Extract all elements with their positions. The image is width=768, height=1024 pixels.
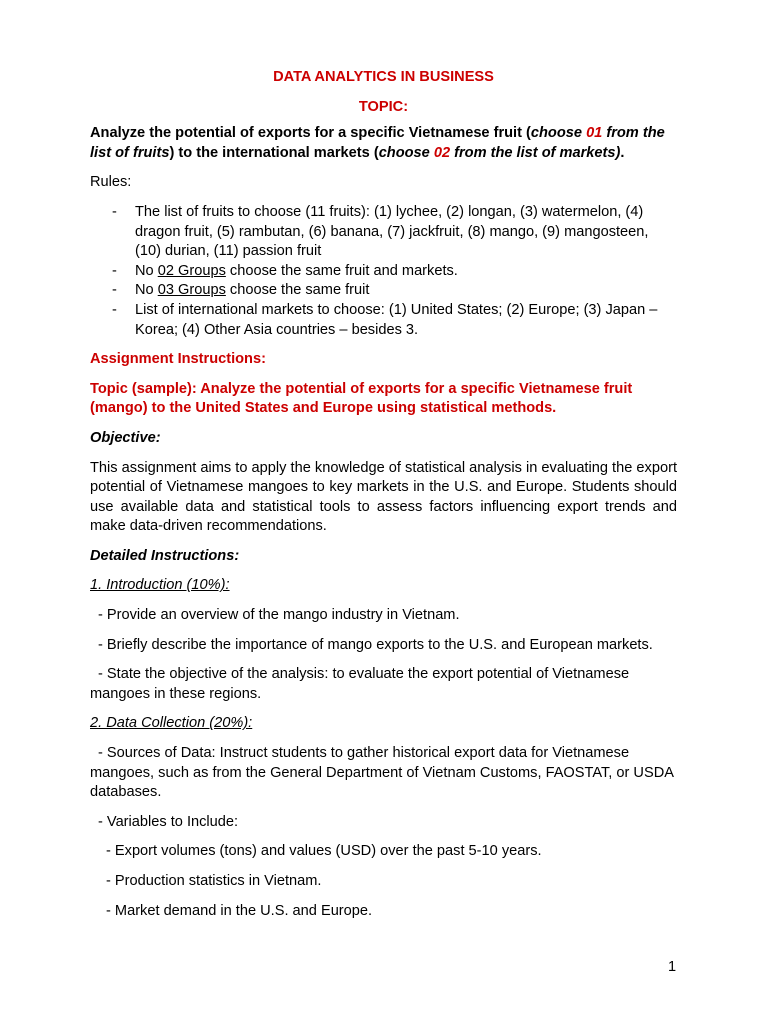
objective-heading: Objective: (90, 429, 161, 446)
list-dash: - (112, 282, 117, 299)
topic-choose-1: choose (530, 125, 587, 142)
rule-text-pre: No (135, 262, 158, 279)
intro-point-text: - State the objective of the analysis: to evaluate the export potential of Vietnamese mangoes in these regions. (90, 666, 630, 702)
topic-number-1: 01 (586, 125, 603, 142)
page-number: 1 (668, 959, 677, 975)
list-dash: - (112, 203, 117, 220)
intro-point: - Briefly describe the importance of mango exports to the U.S. and European markets. (98, 636, 653, 653)
intro-point (90, 665, 677, 704)
sample-topic: Topic (sample): Analyze the potential of exports for a specific Vietnamese fruit (mango) to the United States and Europe using statistical methods. (90, 380, 633, 417)
rule-text-pre: No (135, 282, 158, 299)
document-body (90, 68, 677, 931)
variable-item: - Export volumes (tons) and values (USD) over the past 5-10 years. (106, 843, 542, 860)
list-dash: - (112, 262, 117, 279)
rule-item (90, 281, 677, 301)
rule-underline: 03 Groups (157, 282, 226, 299)
variable-item: - Market demand in the U.S. and Europe. (106, 902, 373, 919)
data-collection-heading: 2. Data Collection (20%): (90, 715, 253, 732)
rule-underline: 02 Groups (157, 262, 226, 279)
rule-text-post: choose the same fruit (225, 282, 370, 299)
data-point (90, 744, 677, 803)
detailed-heading: Detailed Instructions: (90, 547, 240, 564)
topic-text-2: ) to the international markets ( (169, 144, 379, 161)
document-title: DATA ANALYTICS IN BUSINESS (273, 69, 494, 85)
data-point: - Variables to Include: (98, 813, 239, 830)
rule-item (90, 203, 677, 262)
rule-item (90, 262, 677, 282)
rules-label: Rules: (90, 174, 132, 191)
data-point-text: - Sources of Data: Instruct students to gather historical export data for Vietnamese mangoes, such as from the General Department of Vietnam Customs, FAOSTAT, or USDA databases. (90, 745, 674, 801)
topic-end: . (620, 144, 625, 161)
topic-choose-2: choose (378, 144, 434, 161)
intro-heading: 1. Introduction (10%): (90, 577, 230, 594)
rule-text: The list of fruits to choose (11 fruits): (1) lychee, (2) longan, (3) watermelon, (4) dragon fruit, (5) rambutan, (6) banana, (7) jackfruit, (8) mango, (9) mangosteen, (10) durian, (11) passion fruit (135, 203, 649, 260)
rule-text: List of international markets to choose: (1) United States; (2) Europe; (3) Japan – Korea; (4) Other Asia countries – besides 3. (135, 301, 658, 338)
rule-text-post: choose the same fruit and markets. (225, 262, 458, 279)
rule-item (90, 301, 677, 340)
intro-point: - Provide an overview of the mango industry in Vietnam. (98, 607, 460, 624)
variable-item: - Production statistics in Vietnam. (106, 873, 322, 889)
topic-number-2: 02 (433, 144, 451, 161)
assignment-heading: Assignment Instructions: (90, 351, 266, 368)
topic-from-1: from the list of fruits (90, 125, 665, 161)
rules-list (90, 203, 677, 340)
topic-text-1: Analyze the potential of exports for a specific Vietnamese fruit ( (90, 125, 531, 142)
list-dash: - (112, 301, 117, 318)
objective-text: This assignment aims to apply the knowledge of statistical analysis in evaluating the export potential of Vietnamese mangoes to key markets in the U.S. and Europe. Students should use available data and statistical tools to assess factors influencing export trends and make data-driven recommendations. (90, 459, 677, 535)
topic-label: TOPIC: (358, 98, 409, 115)
topic-statement (90, 124, 677, 163)
topic-from-2: from the list of markets) (450, 144, 621, 161)
